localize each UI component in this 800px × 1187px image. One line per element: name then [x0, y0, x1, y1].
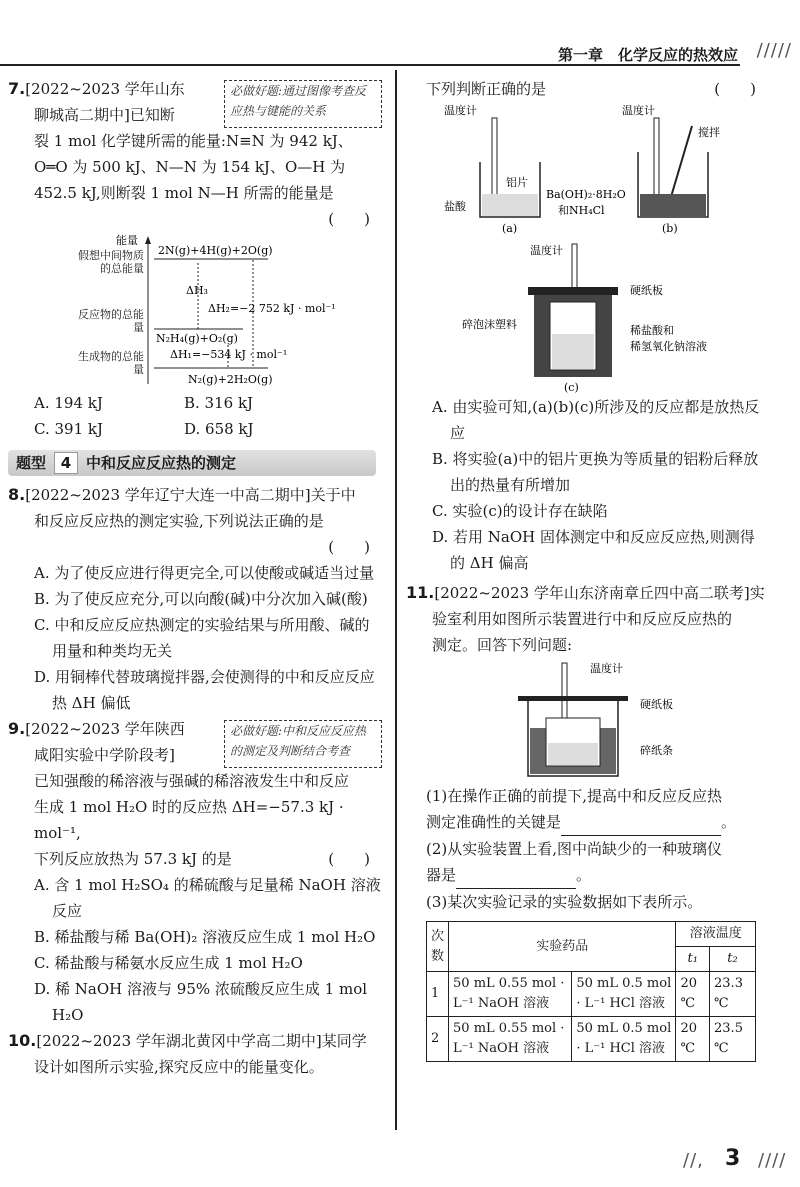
question-text: 生成 1 mol H₂O 时的反应热 ΔH=−57.3 kJ · mol⁻¹, [34, 798, 344, 842]
cell-t2: 23.3 ℃ [710, 972, 756, 1017]
table-row [427, 1017, 756, 1062]
part-2-text: 器是 [426, 866, 457, 884]
question-source-cont: 聊城高二期中]已知断 [34, 106, 175, 124]
option-b[interactable]: B. 316 kJ [184, 394, 254, 412]
option-c[interactable]: C. 稀盐酸与稀氨水反应生成 1 mol H₂O [34, 954, 303, 972]
question-9 [8, 716, 382, 1028]
cell-count: 2 [427, 1017, 449, 1062]
q10-options [406, 394, 768, 576]
fig-b-label: (b) [662, 222, 678, 235]
question-text: [2022~2023 学年山东济南章丘四中高二联考]实 [434, 584, 765, 602]
acid-a [482, 194, 538, 216]
header-count: 次数 [427, 922, 449, 972]
thermometer-label: 温度计 [590, 662, 623, 675]
answer-blank-1[interactable] [561, 809, 721, 836]
solution-c [552, 334, 594, 369]
option-c[interactable]: C. 391 kJ [34, 420, 103, 438]
q11-parts [406, 783, 768, 915]
cell-naoh: 50 mL 0.55 mol · L⁻¹ NaOH 溶液 [449, 972, 572, 1017]
data-table [426, 921, 756, 1062]
nh4cl-label: 和NH₄Cl [558, 204, 605, 217]
soln-label-2: 稀氢氧化钠溶液 [630, 340, 707, 353]
board-label: 硬纸板 [640, 698, 673, 711]
thermometer-label-c: 温度计 [530, 244, 563, 257]
question-text: 设计如图所示实验,探究反应中的能量变化。 [34, 1058, 324, 1076]
question-source: [2022~2023 学年陕西 [25, 720, 185, 738]
option-a[interactable]: A. 由实验可知,(a)(b)(c)所涉及的反应都是放热反应 [432, 398, 760, 442]
soln-label: 稀盐酸和 [630, 324, 674, 337]
cell-t2: 23.5 ℃ [710, 1017, 756, 1062]
option-b[interactable]: B. 稀盐酸与稀 Ba(OH)₂ 溶液反应生成 1 mol H₂O [34, 928, 376, 946]
cell-hcl: 50 mL 0.5 mol · L⁻¹ HCl 溶液 [572, 1017, 676, 1062]
answer-paren: ( ) [328, 538, 370, 556]
question-10-cont [406, 76, 768, 102]
question-text: 和反应反应热的测定实验,下列说法正确的是 [34, 512, 324, 530]
option-c[interactable]: C. 中和反应反应热测定的实验结果与所用酸、碱的用量和种类均无关 [34, 616, 370, 660]
left-column [8, 76, 382, 1080]
fig-c-label: (c) [564, 381, 579, 394]
board [518, 696, 628, 701]
part-1-text: (1)在操作正确的前提下,提高中和反应反应热 [426, 787, 723, 805]
label-bot: 生成物的总能量 [78, 350, 144, 376]
header-t2: t₂ [710, 947, 756, 972]
punct: 。 [721, 813, 737, 831]
question-text: 下列反应放热为 57.3 kJ 的是 [34, 850, 232, 868]
question-text: [2022~2023 学年辽宁大连一中高二期中]关于中 [25, 486, 356, 504]
part-1-text: 测定准确性的关键是 [426, 813, 562, 831]
question-text: [2022~2023 学年湖北黄冈中学高二期中]某同学 [36, 1032, 367, 1050]
header-t1: t₁ [676, 947, 710, 972]
question-number: 9. [8, 719, 26, 738]
level-mid-text: N₂H₄(g)+O₂(g) [156, 332, 238, 345]
header-decoration: ///// [756, 40, 792, 61]
section-banner [8, 450, 376, 476]
table-row [427, 972, 756, 1017]
stir-label: 搅拌 [698, 126, 720, 139]
footer-decoration: //// [758, 1150, 787, 1171]
question-text: 裂 1 mol 化学键所需的能量:N≡N 为 942 kJ、 [34, 132, 353, 150]
page-number: 3 [725, 1146, 741, 1171]
question-text: 下列判断正确的是 [426, 80, 547, 98]
right-column [406, 76, 768, 1062]
hcl-label: 盐酸 [444, 200, 466, 213]
calorimeter-figure [510, 658, 730, 783]
header-temp: 溶液温度 [676, 922, 756, 947]
answer-blank-2[interactable] [456, 862, 576, 889]
section-title: 中和反应反应热的测定 [86, 454, 237, 472]
section-number: 4 [54, 452, 78, 474]
chapter-title: 第一章 化学反应的热效应 [557, 46, 738, 64]
option-b[interactable]: B. 将实验(a)中的铝片更换为等质量的铝粉后释放出的热量有所增加 [432, 450, 759, 494]
question-text: 已知强酸的稀溶液与强碱的稀溶液发生中和反应 [34, 772, 350, 790]
fig-a-label: (a) [502, 222, 518, 235]
option-c[interactable]: C. 实验(c)的设计存在缺陷 [432, 502, 608, 520]
option-a[interactable]: A. 194 kJ [34, 394, 103, 412]
question-text: 测定。回答下列问题: [432, 636, 573, 654]
label-mid: 反应物的总能量 [78, 308, 144, 334]
thermometer-label-b: 温度计 [622, 104, 655, 117]
question-10 [8, 1028, 382, 1080]
header-drug: 实验药品 [449, 922, 676, 972]
board-c [528, 287, 618, 295]
answer-paren: ( ) [328, 850, 370, 868]
baoh-label: Ba(OH)₂·8H₂O [546, 188, 626, 201]
option-b[interactable]: B. 为了使反应充分,可以向酸(碱)中分次加入碱(酸) [34, 590, 368, 608]
y-label: 能量 [116, 234, 138, 247]
option-d[interactable]: D. 用铜棒代替玻璃搅拌器,会使测得的中和反应反应热 ΔH 偏低 [34, 668, 375, 712]
label-top: 假想中间物质的总能量 [78, 249, 144, 275]
cell-t1: 20 ℃ [676, 972, 710, 1017]
punct: 。 [576, 866, 592, 884]
column-divider [395, 70, 397, 1130]
question-11 [406, 580, 768, 658]
cell-naoh: 50 mL 0.55 mol · L⁻¹ NaOH 溶液 [449, 1017, 572, 1062]
footer-decoration: //, [683, 1150, 704, 1171]
dh1-label: ΔH₁=−534 kJ · mol⁻¹ [170, 348, 288, 361]
board-label: 硬纸板 [630, 284, 663, 297]
energy-diagram [8, 232, 382, 390]
answer-paren: ( ) [328, 210, 370, 228]
question-8 [8, 482, 382, 716]
option-d[interactable]: D. 稀 NaOH 溶液与 95% 浓硫酸反应生成 1 mol H₂O [34, 980, 368, 1024]
al-label: 铝片 [506, 176, 528, 189]
strips-label: 碎纸条 [640, 744, 673, 757]
solution [548, 743, 598, 765]
dh2-label: ΔH₂=−2 752 kJ · mol⁻¹ [208, 302, 336, 315]
part-2-text: (2)从实验装置上看,图中尚缺少的一种玻璃仪 [426, 840, 723, 858]
note-box: 必做好题:中和反应反应热的测定及判断结合考查 [224, 720, 382, 768]
question-text: O═O 为 500 kJ、N—N 为 154 kJ、O—H 为 [34, 158, 346, 176]
section-label: 题型 [16, 454, 47, 472]
cell-count: 1 [427, 972, 449, 1017]
option-a[interactable]: A. 含 1 mol H₂SO₄ 的稀硫酸与足量稀 NaOH 溶液反应 [34, 876, 381, 920]
question-text: 验室利用如图所示装置进行中和反应反应热的 [432, 610, 733, 628]
part-3-text: (3)某次实验记录的实验数据如下表所示。 [426, 893, 703, 911]
question-source: [2022~2023 学年山东 [25, 80, 185, 98]
answer-paren: ( ) [714, 80, 756, 98]
question-text: 452.5 kJ,则断裂 1 mol N—H 所需的能量是 [34, 184, 334, 202]
question-7 [8, 76, 382, 442]
thermometer-label-a: 温度计 [444, 104, 477, 117]
experiment-figure [406, 102, 746, 394]
cell-hcl: 50 mL 0.5 mol · L⁻¹ HCl 溶液 [572, 972, 676, 1017]
question-number: 8. [8, 485, 26, 504]
cell-t1: 20 ℃ [676, 1017, 710, 1062]
question-source-cont: 咸阳实验中学阶段考] [34, 746, 175, 764]
axis-arrow [145, 236, 151, 244]
option-d[interactable]: D. 若用 NaOH 固体测定中和反应反应热,则测得的 ΔH 偏高 [432, 528, 755, 572]
solid-b [640, 194, 706, 216]
question-number: 7. [8, 79, 26, 98]
question-number: 11. [406, 583, 435, 602]
foam-label: 碎泡沫塑料 [462, 318, 517, 331]
level-bot-text: N₂(g)+2H₂O(g) [188, 373, 273, 386]
level-top-text: 2N(g)+4H(g)+2O(g) [158, 244, 273, 257]
question-number: 10. [8, 1031, 37, 1050]
note-box: 必做好题:通过图像考查反应热与键能的关系 [224, 80, 382, 128]
option-d[interactable]: D. 658 kJ [184, 420, 254, 438]
option-a[interactable]: A. 为了使反应进行得更完全,可以使酸或碱适当过量 [34, 564, 375, 582]
dh3-label: ΔH₃ [186, 284, 208, 297]
